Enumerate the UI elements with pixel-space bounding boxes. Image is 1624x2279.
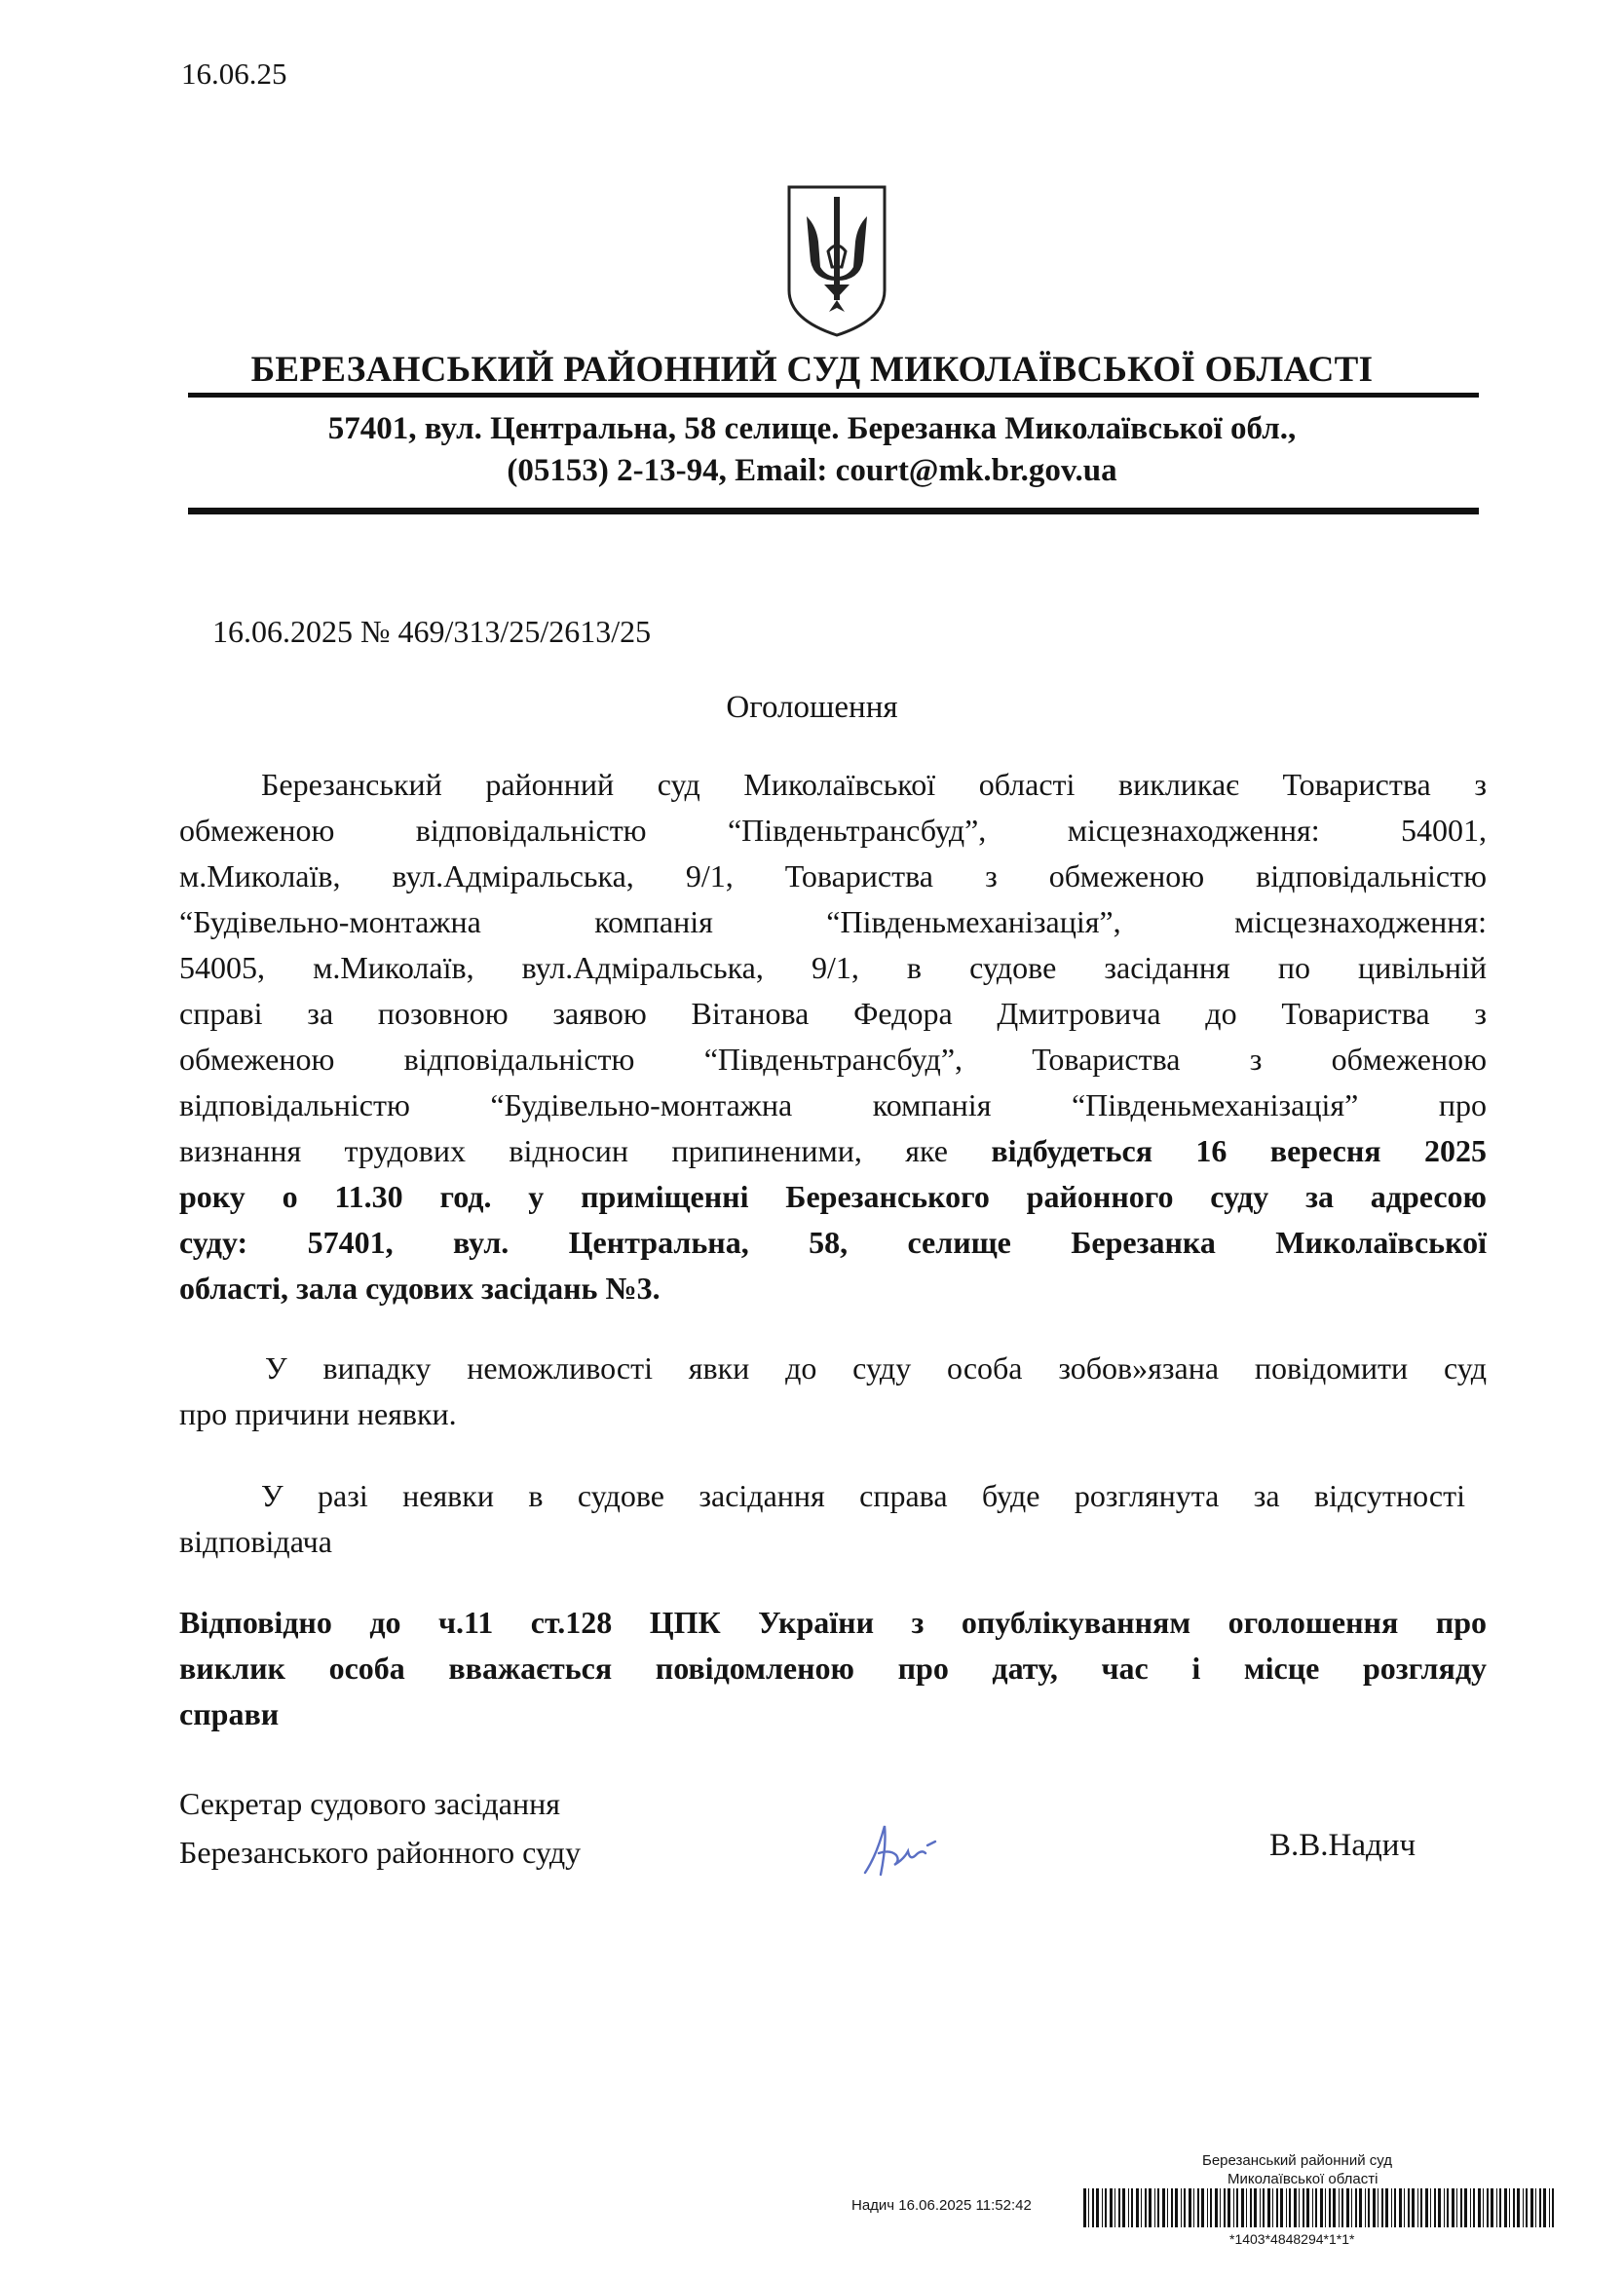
- barcode-bar: [1320, 2188, 1323, 2227]
- position-line: Секретар судового засідання: [179, 1786, 560, 1821]
- barcode-bar: [1404, 2188, 1405, 2227]
- text-line: виклик особа вважається повідомленою про дату, час і місце розгляду: [179, 1651, 1487, 1686]
- barcode-bar: [1272, 2188, 1273, 2227]
- barcode-bar: [1263, 2188, 1265, 2227]
- barcode-bar: [1189, 2188, 1191, 2227]
- barcode-bar: [1227, 2188, 1230, 2227]
- barcode-bar: [1430, 2188, 1431, 2227]
- barcode-bar: [1444, 2188, 1445, 2227]
- signer-name: В.В.Надич: [1269, 1828, 1416, 1863]
- barcode-bar: [1105, 2188, 1107, 2227]
- barcode-bar: [1162, 2188, 1165, 2227]
- text-line: справи: [179, 1696, 280, 1731]
- barcode-bar: [1491, 2188, 1493, 2227]
- text-line: [179, 1128, 1487, 1174]
- barcode-bar: [1452, 2188, 1454, 2227]
- barcode-bar: [1346, 2188, 1349, 2227]
- notice-title: Оголошення: [726, 690, 898, 725]
- text-line: У разі неявки в судове засідання справа буде розглянута за відсутності: [261, 1478, 1465, 1513]
- barcode-bar: [1378, 2188, 1379, 2227]
- court-name-heading: БЕРЕЗАНСЬКИЙ РАЙОННИЙ СУД МИКОЛАЇВСЬКОЇ ОБЛАСТІ: [250, 350, 1374, 390]
- barcode-bar: [1381, 2188, 1383, 2227]
- barcode-bar: [1136, 2188, 1139, 2227]
- text-line: суду: 57401, вул. Центральна, 58, селище Березанка Миколаївської: [179, 1225, 1487, 1260]
- barcode-bar: [1523, 2188, 1524, 2227]
- barcode-bar: [1434, 2188, 1436, 2227]
- barcode-bar: [1246, 2188, 1247, 2227]
- text-line: У випадку неможливості явки до суду особа зобов»язана повідомити суд: [265, 1350, 1487, 1386]
- barcode-bar: [1201, 2188, 1204, 2227]
- barcode-number: *1403*4848294*1*1*: [1229, 2231, 1355, 2247]
- barcode-bar: [1197, 2188, 1199, 2227]
- barcode-bar: [1391, 2188, 1392, 2227]
- barcode-bar: [1483, 2188, 1484, 2227]
- header-divider-bottom: [188, 508, 1479, 514]
- barcode-bar: [1131, 2188, 1133, 2227]
- hearing-date-text: відбудеться 16 вересня 2025: [991, 1133, 1488, 1168]
- text-line-plain: визнання трудових відносин припиненими, яке: [179, 1133, 992, 1168]
- barcode-bar: [1241, 2188, 1244, 2227]
- barcode-bar: [1526, 2188, 1528, 2227]
- barcode-bar: [1504, 2188, 1507, 2227]
- barcode-bar: [1224, 2188, 1226, 2227]
- barcode-bar: [1329, 2188, 1331, 2227]
- barcode-bar: [1499, 2188, 1501, 2227]
- stamp-line: Березанський районний суд: [1202, 2152, 1392, 2169]
- barcode-bar: [1333, 2188, 1336, 2227]
- coat-of-arms-icon: [785, 183, 888, 339]
- barcode-bar: [1220, 2188, 1221, 2227]
- court-address: 57401, вул. Центральна, 58 селище. Березанка Миколаївської обл.,: [327, 411, 1297, 446]
- barcode-bar: [1181, 2188, 1182, 2227]
- barcode-bar: [1447, 2188, 1449, 2227]
- e-stamp-court: [1202, 2151, 1392, 2188]
- barcode-bar: [1102, 2188, 1103, 2227]
- barcode-bar: [1535, 2188, 1536, 2227]
- header-divider-top: [188, 393, 1479, 398]
- barcode-bar: [1478, 2188, 1481, 2227]
- stamp-line: Миколаївської області: [1227, 2171, 1379, 2187]
- notice-paragraph-legal: [179, 1600, 1487, 1737]
- text-line: відповідача: [179, 1524, 332, 1559]
- barcode-bar: [1083, 2188, 1086, 2227]
- barcode-bar: [1543, 2188, 1546, 2227]
- barcode-bar: [1276, 2188, 1278, 2227]
- barcode-bar: [1092, 2188, 1094, 2227]
- barcode-bar: [1368, 2188, 1370, 2227]
- barcode-bar: [1420, 2188, 1422, 2227]
- barcode-bar: [1464, 2188, 1467, 2227]
- barcode-bar: [1517, 2188, 1520, 2227]
- barcode-bar: [1236, 2188, 1238, 2227]
- text-line: обмеженою відповідальністю “Південьтрансбуд”, Товариства з обмеженою: [179, 1042, 1487, 1077]
- e-stamp-timestamp: Надич 16.06.2025 11:52:42: [851, 2197, 1032, 2214]
- text-line: року о 11.30 год. у приміщенні Березанського районного суду за адресою: [179, 1179, 1487, 1214]
- barcode-bar: [1473, 2188, 1475, 2227]
- barcode-bar: [1250, 2188, 1252, 2227]
- barcode-bar: [1394, 2188, 1396, 2227]
- text-line: “Будівельно-монтажна компанія “Південьмеханізація”, місцезнаходження:: [179, 904, 1487, 939]
- barcode-bar: [1254, 2188, 1257, 2227]
- barcode-bar: [1294, 2188, 1297, 2227]
- barcode-bar: [1365, 2188, 1366, 2227]
- notice-paragraph-absence: [179, 1346, 1487, 1437]
- barcode-bar: [1110, 2188, 1113, 2227]
- barcode-bar: [1286, 2188, 1287, 2227]
- barcode-bar: [1470, 2188, 1471, 2227]
- barcode-bar: [1096, 2188, 1099, 2227]
- barcode-bar: [1149, 2188, 1152, 2227]
- top-date: 16.06.25: [181, 57, 287, 91]
- barcode-bar: [1315, 2188, 1317, 2227]
- barcode-bar: [1267, 2188, 1270, 2227]
- barcode-bar: [1299, 2188, 1300, 2227]
- barcode-bar: [1530, 2188, 1533, 2227]
- secretary-position: [179, 1779, 581, 1877]
- barcode-bar: [1233, 2188, 1234, 2227]
- barcode-bar: [1167, 2188, 1168, 2227]
- barcode-bar: [1210, 2188, 1212, 2227]
- barcode-bar: [1088, 2188, 1089, 2227]
- barcode-bar: [1193, 2188, 1194, 2227]
- barcode-bar: [1359, 2188, 1362, 2227]
- barcode-bar: [1355, 2188, 1357, 2227]
- barcode-bar: [1289, 2188, 1291, 2227]
- text-line: про причини неявки.: [179, 1396, 457, 1431]
- barcode-bar: [1145, 2188, 1147, 2227]
- barcode-bar: [1412, 2188, 1415, 2227]
- barcode-bar: [1438, 2188, 1441, 2227]
- barcode-bar: [1141, 2188, 1142, 2227]
- barcode-bar: [1539, 2188, 1541, 2227]
- barcode-bar: [1339, 2188, 1340, 2227]
- text-line: Відповідно до ч.11 ст.128 ЦПК України з опублікуванням оголошення про: [179, 1605, 1487, 1640]
- barcode-bar: [1280, 2188, 1283, 2227]
- barcode-bar: [1306, 2188, 1309, 2227]
- barcode-bar: [1417, 2188, 1418, 2227]
- barcode-bar: [1408, 2188, 1410, 2227]
- barcode-bar: [1260, 2188, 1261, 2227]
- position-line: Березанського районного суду: [179, 1835, 582, 1870]
- barcode-bar: [1399, 2188, 1402, 2227]
- barcode-bar: [1425, 2188, 1428, 2227]
- barcode-bar: [1341, 2188, 1343, 2227]
- text-line: відповідальністю “Будівельно-монтажна компанія “Південьмеханізація” про: [179, 1087, 1487, 1122]
- barcode-bar: [1385, 2188, 1388, 2227]
- barcode-bar: [1496, 2188, 1497, 2227]
- barcode-bar: [1154, 2188, 1155, 2227]
- barcode-bar: [1207, 2188, 1208, 2227]
- notice-paragraph-main: [179, 762, 1487, 1311]
- barcode-bar: [1549, 2188, 1550, 2227]
- text-line: 54005, м.Миколаїв, вул.Адміральська, 9/1, в судове засідання по цивільній: [179, 950, 1487, 985]
- document-date-number: 16.06.2025 № 469/313/25/2613/25: [212, 614, 652, 649]
- barcode-bar: [1351, 2188, 1352, 2227]
- barcode-bar: [1513, 2188, 1515, 2227]
- text-line: м.Миколаїв, вул.Адміральська, 9/1, Товариства з обмеженою відповідальністю: [179, 858, 1487, 893]
- text-line: області, зала судових засідань №3.: [179, 1271, 661, 1306]
- text-line: справі за позовною заявою Вітанова Федора Дмитровича до Товариства з: [179, 996, 1487, 1031]
- barcode-bar: [1552, 2188, 1554, 2227]
- barcode-bar: [1303, 2188, 1304, 2227]
- barcode-icon: [1083, 2188, 1561, 2227]
- barcode-bar: [1487, 2188, 1489, 2227]
- barcode-bar: [1157, 2188, 1159, 2227]
- barcode-bar: [1373, 2188, 1376, 2227]
- barcode-bar: [1171, 2188, 1173, 2227]
- text-line: обмеженою відповідальністю “Південьтрансбуд”, місцезнаходження: 54001,: [179, 813, 1487, 848]
- barcode-bar: [1114, 2188, 1115, 2227]
- barcode-bar: [1312, 2188, 1313, 2227]
- barcode-bar: [1184, 2188, 1186, 2227]
- barcode-bar: [1325, 2188, 1326, 2227]
- barcode-bar: [1509, 2188, 1510, 2227]
- barcode-bar: [1122, 2188, 1125, 2227]
- notice-paragraph-default: [179, 1473, 1487, 1565]
- barcode-bar: [1460, 2188, 1462, 2227]
- barcode-bar: [1175, 2188, 1178, 2227]
- handwritten-signature: [857, 1816, 964, 1884]
- barcode-bar: [1118, 2188, 1120, 2227]
- barcode-bar: [1456, 2188, 1457, 2227]
- barcode-bar: [1215, 2188, 1218, 2227]
- barcode-bar: [1128, 2188, 1129, 2227]
- court-contacts: (05153) 2-13-94, Email: court@mk.br.gov.ua: [507, 453, 1117, 488]
- text-line: Березанський районний суд Миколаївської області викликає Товариства з: [261, 767, 1487, 802]
